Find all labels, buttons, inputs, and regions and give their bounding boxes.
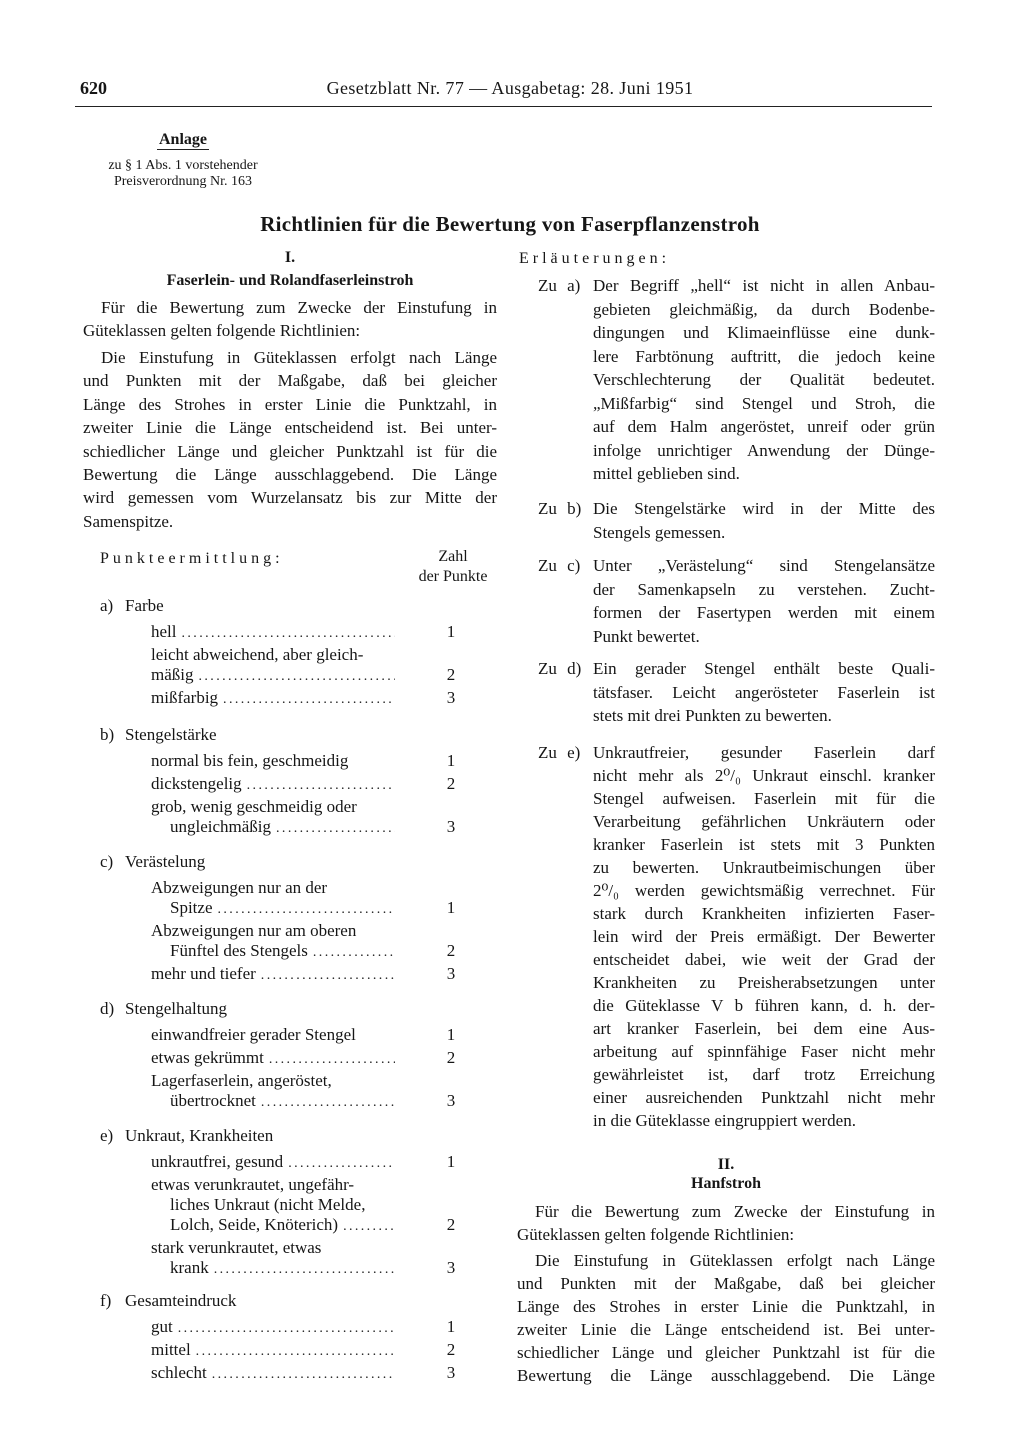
criterion-line xyxy=(83,1175,395,1195)
criterion-text: Spitze xyxy=(170,898,213,917)
criterion-line xyxy=(83,774,456,794)
explanation-line: Stengel aufweisen. Faserlein mit für die xyxy=(593,788,935,808)
paragraph-line: Bewertung die Länge ausschlaggebend. Die Länge xyxy=(83,464,497,484)
criterion-item xyxy=(83,688,497,708)
criterion-line xyxy=(83,921,395,941)
points-value: 2 xyxy=(446,941,456,960)
explanation-entry xyxy=(517,657,935,728)
criterion-text: dickstengelig xyxy=(151,774,242,793)
criterion-text: unkrautfrei, gesund xyxy=(151,1152,284,1171)
criterion-line xyxy=(83,817,456,837)
group-letter: f) xyxy=(100,1290,112,1310)
group-letter: b) xyxy=(100,724,115,744)
criterion-item xyxy=(83,1071,497,1111)
criterion-group-unkraut xyxy=(83,1124,497,1282)
criterion-line xyxy=(83,665,456,685)
points-value: 3 xyxy=(446,817,456,836)
annex-label-text: Anlage xyxy=(159,131,207,148)
criterion-line xyxy=(83,1238,395,1258)
explanation-line: formen der Fasertypen werden mit einem xyxy=(593,603,935,623)
explanation-line: stark durch Krankheiten infizierten Faser- xyxy=(593,903,935,923)
section-heading: Faserlein- und Rolandfaserleinstroh xyxy=(166,272,414,289)
criterion-line xyxy=(83,1340,456,1360)
explanation-label: Zu b) xyxy=(538,499,582,519)
paragraph-line: Güteklassen gelten folgende Richtlinien: xyxy=(517,1224,795,1244)
criterion-text: mäßig xyxy=(151,665,194,684)
explanation-line: in die Güteklasse eingruppiert werden. xyxy=(593,1110,856,1130)
explanation-line: Verschlechterung der Qualität bedeutet. xyxy=(593,370,935,390)
paragraph-line: Güteklassen gelten folgende Richtlinien: xyxy=(83,321,361,341)
paragraph-line: Bewertung die Länge ausschlaggebend. Die Länge xyxy=(517,1366,935,1386)
criterion-group-stengelhaltung xyxy=(83,997,497,1115)
header-rule xyxy=(75,106,932,107)
criterion-group-veraestelung xyxy=(83,850,497,988)
paragraph-line: Länge des Strohes in erster Linie die Punktzahl, in xyxy=(517,1296,935,1316)
group-letter: a) xyxy=(100,595,114,615)
dot-leader xyxy=(276,819,395,839)
explanation-line: Die Stengelstärke wird in der Mitte des xyxy=(593,499,935,519)
explanation-line: gebieten gleichmäßig, da durch Bodenbe- xyxy=(593,299,935,319)
paragraph-line: und Punkten mit der Maßgabe, daß bei gleicher xyxy=(517,1273,935,1293)
page-number: 620 xyxy=(80,78,107,98)
criterion-text: normal bis fein, geschmeidig xyxy=(151,751,349,770)
explanation-line: arbeitung auf spinnfähige Faser nicht mehr xyxy=(593,1041,935,1061)
points-heading: Punkteermittlung: xyxy=(100,549,284,567)
dot-leader xyxy=(343,1217,395,1237)
criterion-line xyxy=(83,751,456,771)
criterion-group-heading xyxy=(83,594,497,617)
criterion-item xyxy=(83,1340,497,1360)
points-value: 2 xyxy=(446,1340,456,1359)
criterion-group-heading xyxy=(83,1124,497,1147)
criterion-line xyxy=(83,878,395,898)
explanation-line: nicht mehr als 2⁰/₀ Unkraut einschl. kranker xyxy=(593,765,935,785)
explanation-text xyxy=(593,554,935,648)
criterion-text: übertrocknet xyxy=(170,1091,256,1110)
section-heading: Hanfstroh xyxy=(691,1175,761,1192)
explanation-line: art kranker Faserlein, bei dem eine Aus- xyxy=(593,1018,935,1038)
points-value: 3 xyxy=(446,688,456,707)
dot-leader xyxy=(313,943,395,963)
group-letter: e) xyxy=(100,1125,114,1145)
criterion-group-stengelstaerke xyxy=(83,723,497,841)
dot-leader xyxy=(178,1319,395,1339)
explanation-line: Verarbeitung gefährlichen Unkräutern oder xyxy=(593,811,935,831)
explanation-entry xyxy=(517,497,935,544)
group-name: Stengelstärke xyxy=(125,724,217,744)
criterion-item xyxy=(83,878,497,918)
running-header: Gesetzblatt Nr. 77 — Ausgabetag: 28. Juni 1951 xyxy=(326,78,694,98)
criterion-text: mißfarbig xyxy=(151,688,219,707)
criterion-line xyxy=(83,1215,456,1235)
criterion-group-heading xyxy=(83,1289,497,1312)
criterion-group-gesamteindruck xyxy=(83,1289,497,1387)
explanation-label: Zu d) xyxy=(538,659,582,679)
criterion-item xyxy=(83,645,497,685)
annex-reference-line: zu § 1 Abs. 1 vorstehender xyxy=(108,158,258,173)
paragraph-line: Die Einstufung in Güteklassen erfolgt nach Länge xyxy=(535,1250,935,1270)
criterion-line xyxy=(83,1258,456,1278)
section-number: II. xyxy=(717,1156,735,1173)
criterion-line xyxy=(83,1195,395,1215)
explanation-entry xyxy=(517,274,935,486)
group-name: Stengelhaltung xyxy=(125,998,227,1018)
criterion-text: Abzweigungen nur an der xyxy=(151,878,328,897)
section-number: I. xyxy=(284,249,296,266)
criterion-text: einwandfreier gerader Stengel xyxy=(151,1025,356,1044)
criterion-line xyxy=(83,898,456,918)
explanation-line: lere Farbtönung auftritt, die jedoch keine xyxy=(593,346,935,366)
document-title: Richtlinien für die Bewertung von Faserpflanzenstroh xyxy=(260,212,760,236)
group-name: Gesamteindruck xyxy=(125,1290,237,1310)
points-value: 2 xyxy=(446,1048,456,1067)
criterion-text: etwas gekrümmt xyxy=(151,1048,264,1067)
explanation-text xyxy=(593,497,935,544)
explanation-entry xyxy=(517,741,935,1132)
criterion-line xyxy=(83,1048,456,1068)
criterion-text: liches Unkraut (nicht Melde, xyxy=(170,1195,366,1214)
points-column-label xyxy=(405,547,501,587)
explanation-line: Stengels gemessen. xyxy=(593,522,726,542)
criterion-line xyxy=(83,1071,395,1091)
points-value: 3 xyxy=(446,1363,456,1382)
criterion-item xyxy=(83,797,497,837)
dot-leader xyxy=(247,776,395,796)
points-column-label-line: der Punkte xyxy=(418,568,488,585)
criterion-text: schlecht xyxy=(151,1363,207,1382)
explanation-line: Punkt bewertet. xyxy=(593,626,700,646)
explanation-line: Krankheiten zu Preisherabsetzungen unter xyxy=(593,972,935,992)
explanation-line: entscheidet dabei, wie weit der Grad der xyxy=(593,949,935,969)
group-letter: d) xyxy=(100,998,115,1018)
paragraph-line: schiedlicher Länge und gleicher Punktzahl ist für die xyxy=(517,1343,935,1363)
explanation-text xyxy=(593,274,935,486)
criterion-text: Lagerfaserlein, angeröstet, xyxy=(151,1071,332,1090)
dot-leader xyxy=(223,690,395,710)
explanation-line: tätsfaser. Leicht angerösteter Faserlein ist xyxy=(593,682,935,702)
paragraph xyxy=(83,346,497,533)
criterion-line xyxy=(83,941,456,961)
points-value: 3 xyxy=(446,1091,456,1110)
points-value: 1 xyxy=(446,1152,456,1171)
criterion-item xyxy=(83,921,497,961)
points-value: 2 xyxy=(446,665,456,684)
explanation-line: Unter „Verästelung“ sind Stengelansätze xyxy=(593,556,935,576)
criterion-text: Lolch, Seide, Knöterich) xyxy=(170,1215,339,1234)
criterion-line xyxy=(83,1363,456,1383)
dot-leader xyxy=(199,667,396,687)
points-value: 1 xyxy=(446,751,456,770)
criterion-line xyxy=(83,1317,456,1337)
criterion-item xyxy=(83,1363,497,1383)
explanation-line: Der Begriff „hell“ ist nicht in allen Anbau- xyxy=(593,276,935,296)
criterion-item xyxy=(83,1152,497,1172)
points-value: 2 xyxy=(446,774,456,793)
explanation-line: lein wird der Preis ermäßigt. Der Bewerter xyxy=(593,926,935,946)
explanation-line: mittel geblieben sind. xyxy=(593,464,740,484)
criterion-item xyxy=(83,1175,497,1235)
explanation-line: „Mißfarbig“ sind Stengel und Stroh, die xyxy=(593,393,935,413)
explanation-line: Ein gerader Stengel enthält beste Quali- xyxy=(593,659,935,679)
explanation-line: auf dem Halm angeröstet, unreif oder grün xyxy=(593,417,935,437)
explanation-line: stets mit drei Punkten zu bewerten. xyxy=(593,706,832,726)
points-value: 1 xyxy=(446,1025,456,1044)
annex-reference-line: Preisverordnung Nr. 163 xyxy=(113,174,253,189)
criterion-text: krank xyxy=(170,1258,209,1277)
explanations-heading: Erläuterungen: xyxy=(519,249,671,267)
paragraph-line: Samenspitze. xyxy=(83,511,174,531)
paragraph-line: und Punkten mit der Maßgabe, daß bei gleicher xyxy=(83,371,497,391)
criterion-text: grob, wenig geschmeidig oder xyxy=(151,797,357,816)
criterion-group-heading xyxy=(83,997,497,1020)
criterion-line xyxy=(83,797,395,817)
criterion-text: hell xyxy=(151,622,177,641)
paragraph xyxy=(517,1200,935,1246)
criterion-item xyxy=(83,1238,497,1278)
explanation-line: einer ausreichenden Punktzahl nicht mehr xyxy=(593,1087,935,1107)
criterion-item xyxy=(83,1048,497,1068)
paragraph-line: Die Einstufung in Güteklassen erfolgt nach Länge xyxy=(101,348,497,367)
dot-leader xyxy=(288,1154,395,1174)
explanation-text xyxy=(593,741,935,1132)
explanation-entry xyxy=(517,554,935,648)
group-name: Unkraut, Krankheiten xyxy=(125,1125,274,1145)
criterion-line xyxy=(83,1025,456,1045)
group-name: Verästelung xyxy=(125,851,206,871)
explanation-line: dingungen und Klimaeinflüsse eine dunk- xyxy=(593,323,935,343)
dot-leader xyxy=(212,1365,395,1385)
annex-label xyxy=(83,130,283,150)
explanation-line: der Samenkapseln zu verstehen. Zucht- xyxy=(593,579,935,599)
paragraph-line: wird gemessen vom Wurzelansatz bis zur Mitte der xyxy=(83,488,497,508)
points-value: 3 xyxy=(446,1258,456,1277)
explanation-line: gewährleistet ist, darf trotz Erreichung xyxy=(593,1064,935,1084)
criterion-text: Fünftel des Stengels xyxy=(170,941,308,960)
criterion-line xyxy=(83,645,395,665)
criterion-group-heading xyxy=(83,850,497,873)
criterion-text: mittel xyxy=(151,1340,191,1359)
criterion-item xyxy=(83,1025,497,1045)
criterion-text: mehr und tiefer xyxy=(151,964,256,983)
explanation-line: 2⁰/₀ werden gewichtsmäßig verrechnet. Für xyxy=(593,880,935,900)
criterion-text: gut xyxy=(151,1317,173,1336)
dot-leader xyxy=(269,1050,395,1070)
points-value: 1 xyxy=(446,1317,456,1336)
paragraph-line: zweiter Linie die Länge entscheidend ist. Bei unter- xyxy=(517,1320,935,1340)
group-name: Farbe xyxy=(125,595,164,615)
explanation-line: zu bewerten. Unkrautbeimischungen über xyxy=(593,857,935,877)
explanation-line: kranker Faserlein ist stets mit 3 Punkten xyxy=(593,834,935,854)
dot-leader xyxy=(261,966,395,986)
explanation-line: Unkrautfreier, gesunder Faserlein darf xyxy=(593,742,935,762)
paragraph-line: zweiter Linie die Länge entscheidend ist. Bei unter- xyxy=(83,418,497,438)
annex-reference xyxy=(78,158,288,190)
criterion-item xyxy=(83,622,497,642)
criterion-line xyxy=(83,1152,456,1172)
criterion-group-farbe xyxy=(83,594,497,712)
group-letter: c) xyxy=(100,851,114,871)
criterion-line xyxy=(83,688,456,708)
dot-leader xyxy=(218,900,396,920)
paragraph xyxy=(83,296,497,343)
criterion-group-heading xyxy=(83,723,497,746)
dot-leader xyxy=(214,1260,395,1280)
explanation-label: Zu a) xyxy=(538,276,581,296)
points-value: 2 xyxy=(446,1215,456,1234)
paragraph-line: Länge des Strohes in erster Linie die Punktzahl, in xyxy=(83,394,497,414)
criterion-line xyxy=(83,964,456,984)
criterion-line xyxy=(83,1091,456,1111)
paragraph-line: Für die Bewertung zum Zwecke der Einstufung in xyxy=(101,298,497,317)
criterion-item xyxy=(83,1317,497,1337)
paragraph-line: Für die Bewertung zum Zwecke der Einstufung in xyxy=(535,1201,935,1221)
criterion-item xyxy=(83,964,497,984)
dot-leader xyxy=(196,1342,395,1362)
explanation-line: die Güteklasse V b führen kann, d. h. der- xyxy=(593,995,935,1015)
dot-leader xyxy=(182,624,396,644)
dot-leader xyxy=(261,1093,395,1113)
criterion-text: ungleichmäßig xyxy=(170,817,272,836)
points-value: 1 xyxy=(446,622,456,641)
points-value: 1 xyxy=(446,898,456,917)
explanation-label: Zu e) xyxy=(538,742,581,762)
criterion-text: stark verunkrautet, etwas xyxy=(151,1238,322,1257)
paragraph xyxy=(517,1249,935,1388)
points-column-label-line: Zahl xyxy=(438,548,468,565)
explanation-text xyxy=(593,657,935,728)
points-value: 3 xyxy=(446,964,456,983)
criterion-line xyxy=(83,622,456,642)
criterion-text: Abzweigungen nur am oberen xyxy=(151,921,357,940)
paragraph-line: schiedlicher Länge und gleicher Punktzahl ist für die xyxy=(83,441,497,461)
criterion-text: leicht abweichend, aber gleich- xyxy=(151,645,364,664)
explanation-line: infolge unrichtiger Anwendung der Dünge- xyxy=(593,440,935,460)
explanation-label: Zu c) xyxy=(538,556,581,576)
criterion-item xyxy=(83,774,497,794)
criterion-item xyxy=(83,751,497,771)
criterion-text: etwas verunkrautet, ungefähr- xyxy=(151,1175,355,1194)
